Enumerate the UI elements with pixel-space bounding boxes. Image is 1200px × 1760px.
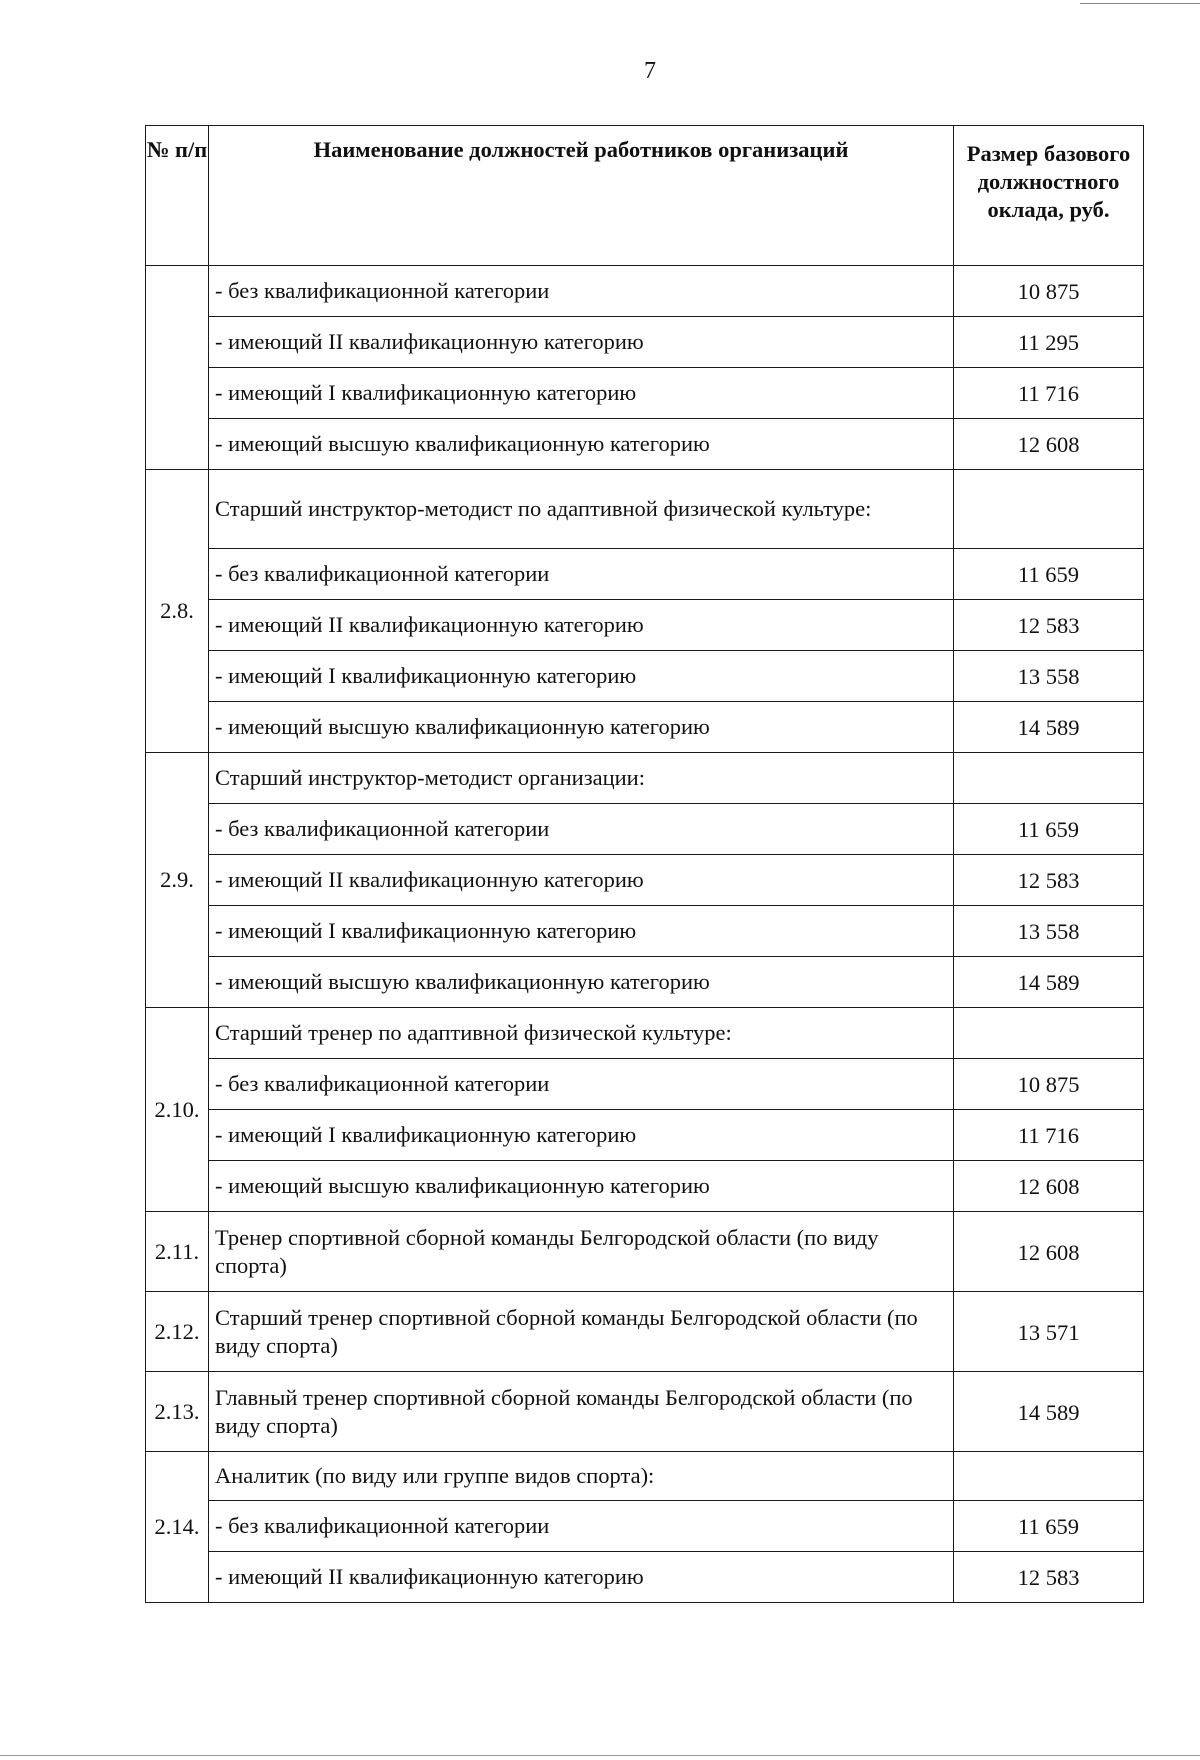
- row-value: 13 571: [954, 1292, 1144, 1372]
- table-row: [146, 600, 1144, 651]
- header-name: Наименование должностей работников организаций: [209, 126, 954, 266]
- row-number: 2.9.: [146, 753, 209, 1008]
- row-name: - без квалификационной категории: [209, 549, 954, 600]
- row-number: 2.11.: [146, 1212, 209, 1292]
- row-name: - имеющий II квалификационную категорию: [209, 855, 954, 906]
- table-row: [146, 1452, 1144, 1501]
- row-value: [954, 470, 1144, 549]
- table-row: [146, 266, 1144, 317]
- row-value: 11 659: [954, 804, 1144, 855]
- row-name: - имеющий II квалификационную категорию: [209, 600, 954, 651]
- row-value: 10 875: [954, 266, 1144, 317]
- row-number: 2.10.: [146, 1008, 209, 1212]
- row-number: 2.12.: [146, 1292, 209, 1372]
- row-value: 11 716: [954, 1110, 1144, 1161]
- table-row: [146, 317, 1144, 368]
- row-name: - имеющий II квалификационную категорию: [209, 317, 954, 368]
- row-name: - имеющий высшую квалификационную категорию: [209, 1161, 954, 1212]
- row-name: - имеющий высшую квалификационную категорию: [209, 957, 954, 1008]
- table-row: [146, 470, 1144, 549]
- table-header-row: [146, 126, 1144, 266]
- row-value: 11 659: [954, 549, 1144, 600]
- row-name: - без квалификационной категории: [209, 1059, 954, 1110]
- table-row: [146, 1372, 1144, 1452]
- table-row: [146, 1110, 1144, 1161]
- page-number: 7: [644, 58, 656, 84]
- table-row: [146, 1059, 1144, 1110]
- row-value: 11 295: [954, 317, 1144, 368]
- row-name: - без квалификационной категории: [209, 804, 954, 855]
- table-row: [146, 549, 1144, 600]
- header-num: № п/п: [146, 126, 209, 266]
- row-value: 12 608: [954, 419, 1144, 470]
- row-value: 14 589: [954, 1372, 1144, 1452]
- row-value: 12 608: [954, 1161, 1144, 1212]
- row-number: 2.14.: [146, 1452, 209, 1603]
- table-row: [146, 1552, 1144, 1603]
- scan-edge-line: [1080, 3, 1200, 4]
- row-name: Старший тренер спортивной сборной команды Белгородской области (по виду спорта): [209, 1292, 954, 1372]
- row-value: 11 716: [954, 368, 1144, 419]
- row-name: Аналитик (по виду или группе видов спорта):: [209, 1452, 954, 1501]
- table-row: [146, 957, 1144, 1008]
- table-row: [146, 651, 1144, 702]
- row-value: 13 558: [954, 651, 1144, 702]
- row-name: Главный тренер спортивной сборной команды Белгородской области (по виду спорта): [209, 1372, 954, 1452]
- row-name: Старший инструктор-методист по адаптивной физической культуре:: [209, 470, 954, 549]
- table-row: [146, 804, 1144, 855]
- row-number: 2.13.: [146, 1372, 209, 1452]
- row-value: 12 583: [954, 1552, 1144, 1603]
- row-value: 12 583: [954, 855, 1144, 906]
- row-name: Старший инструктор-методист организации:: [209, 753, 954, 804]
- salary-table: [145, 125, 1144, 1603]
- row-name: - имеющий I квалификационную категорию: [209, 651, 954, 702]
- table-row: [146, 855, 1144, 906]
- table-row: [146, 368, 1144, 419]
- table-row: [146, 1008, 1144, 1059]
- table-row: [146, 753, 1144, 804]
- row-name: - имеющий I квалификационную категорию: [209, 1110, 954, 1161]
- table-row: [146, 1292, 1144, 1372]
- row-value: 11 659: [954, 1501, 1144, 1552]
- row-name: - имеющий высшую квалификационную категорию: [209, 702, 954, 753]
- row-value: 10 875: [954, 1059, 1144, 1110]
- row-name: - имеющий высшую квалификационную категорию: [209, 419, 954, 470]
- row-value: [954, 753, 1144, 804]
- row-name: - имеющий I квалификационную категорию: [209, 906, 954, 957]
- table-row: [146, 906, 1144, 957]
- row-value: [954, 1452, 1144, 1501]
- table-row: [146, 1212, 1144, 1292]
- row-name: Старший тренер по адаптивной физической культуре:: [209, 1008, 954, 1059]
- row-number-cell: [146, 266, 209, 470]
- row-value: [954, 1008, 1144, 1059]
- row-name: - имеющий I квалификационную категорию: [209, 368, 954, 419]
- row-name: Тренер спортивной сборной команды Белгородской области (по виду спорта): [209, 1212, 954, 1292]
- row-value: 13 558: [954, 906, 1144, 957]
- row-number: 2.8.: [146, 470, 209, 753]
- row-name: - без квалификационной категории: [209, 1501, 954, 1552]
- row-name: - без квалификационной категории: [209, 266, 954, 317]
- row-value: 14 589: [954, 702, 1144, 753]
- row-name: - имеющий II квалификационную категорию: [209, 1552, 954, 1603]
- table-row: [146, 1501, 1144, 1552]
- table-row: [146, 419, 1144, 470]
- row-value: 14 589: [954, 957, 1144, 1008]
- row-value: 12 583: [954, 600, 1144, 651]
- row-value: 12 608: [954, 1212, 1144, 1292]
- table-row: [146, 1161, 1144, 1212]
- header-size: Размер базового должностного оклада, руб.: [954, 126, 1144, 266]
- scan-edge-line: [0, 1755, 1200, 1756]
- table-row: [146, 702, 1144, 753]
